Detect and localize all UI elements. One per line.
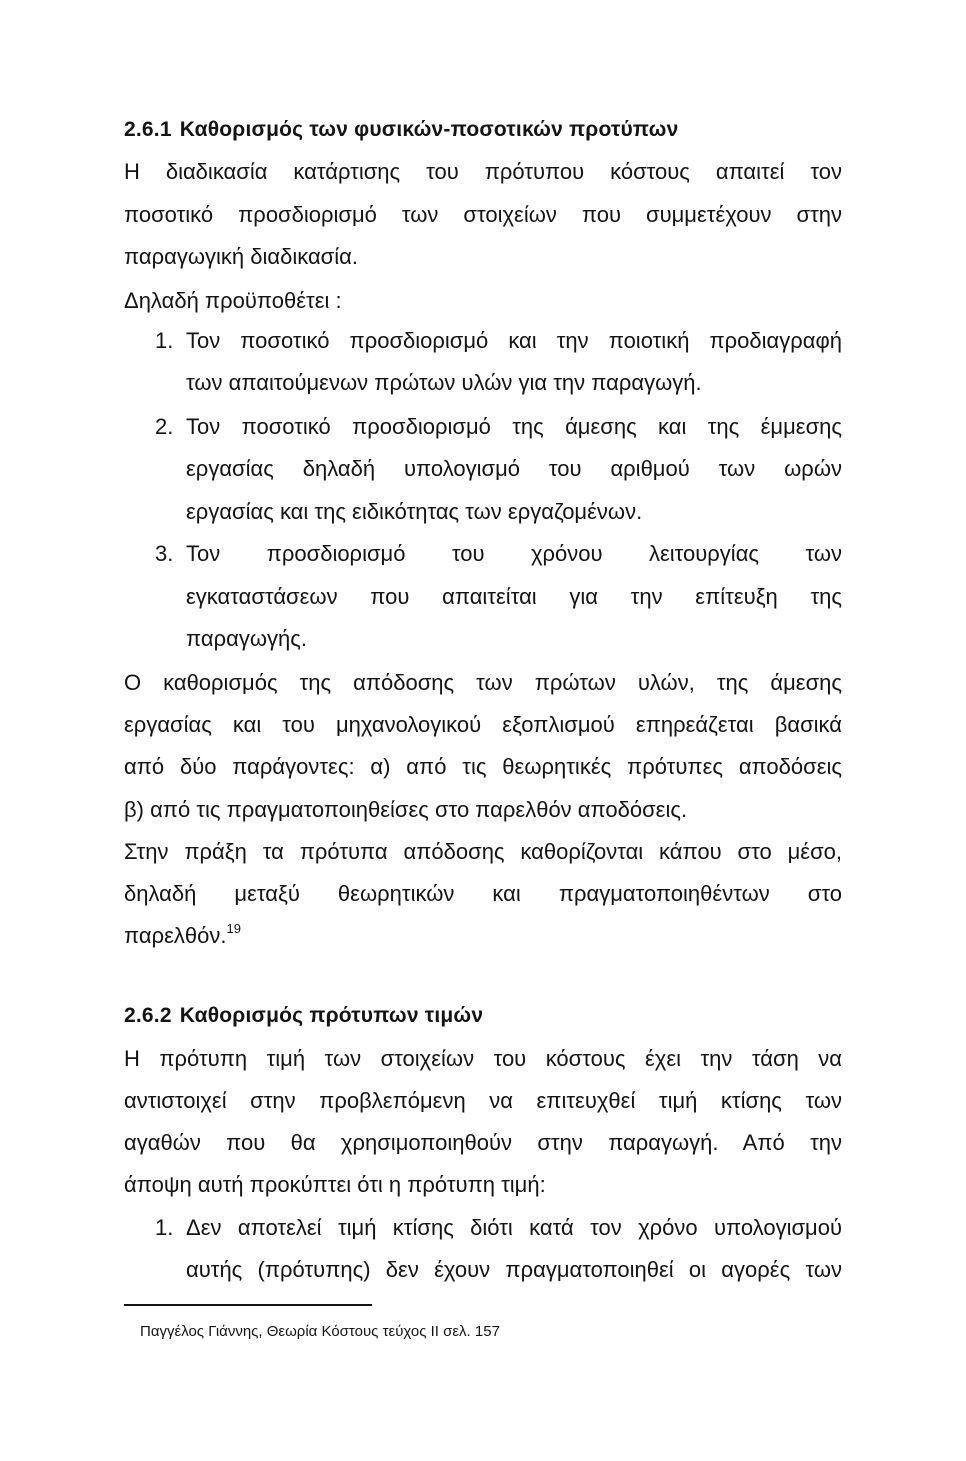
paragraph-text: παρελθόν. <box>124 923 227 948</box>
paragraph-line: εργασίας και του μηχανολογικού εξοπλισμού επηρεάζεται βασικά <box>124 712 842 737</box>
section-number: 2.6.1 <box>124 118 172 141</box>
paragraph-line: ποσοτικό προσδιορισμό των στοιχείων που συμμετέχουν στην <box>124 202 842 227</box>
list-marker: 2. <box>155 414 174 439</box>
section-title: Καθορισμός πρότυπων τιμών <box>179 1004 484 1027</box>
paragraph-line-with-footnote <box>124 922 241 950</box>
section-heading-2-6-2 <box>124 1002 483 1030</box>
list-item-line: Τον ποσοτικό προσδιορισμό της άμεσης και της έμμεσης <box>186 414 842 439</box>
list-marker: 1. <box>155 328 174 353</box>
paragraph-line: Η πρότυπη τιμή των στοιχείων του κόστους έχει την τάση να <box>124 1046 842 1071</box>
paragraph-line: άποψη αυτή προκύπτει ότι η πρότυπη τιμή: <box>124 1172 546 1197</box>
paragraph-line: αντιστοιχεί στην προβλεπόμενη να επιτευχθεί τιμή κτίσης των <box>124 1088 842 1113</box>
list-item-line: Τον προσδιορισμό του χρόνου λειτουργίας των <box>186 541 842 566</box>
footnote-reference: 19 <box>226 921 241 936</box>
paragraph-line: δηλαδή μεταξύ θεωρητικών και πραγματοποιηθέντων στο <box>124 881 842 906</box>
paragraph-line: β) από τις πραγματοποιηθείσες στο παρελθόν αποδόσεις. <box>124 797 688 822</box>
list-item-line: εργασίας και της ειδικότητας των εργαζομένων. <box>186 499 643 524</box>
footnote-text: Παγγέλος Γιάννης, Θεωρία Κόστους τεύχος II σελ. 157 <box>140 1323 500 1340</box>
list-item-line: εγκαταστάσεων που απαιτείται για την επίτευξη της <box>186 584 842 609</box>
section-number: 2.6.2 <box>124 1004 172 1027</box>
list-item-line: Τον ποσοτικό προσδιορισμό και την ποιοτική προδιαγραφή <box>186 328 842 353</box>
paragraph-line: αγαθών που θα χρησιμοποιηθούν στην παραγωγή. Από την <box>124 1130 842 1155</box>
paragraph-line: Δηλαδή προϋποθέτει : <box>124 288 342 313</box>
section-heading-2-6-1 <box>124 116 678 144</box>
list-marker: 1. <box>155 1215 174 1240</box>
list-item-line: παραγωγής. <box>186 626 307 651</box>
paragraph-line: Στην πράξη τα πρότυπα απόδοσης καθορίζονται κάπου στο μέσο, <box>124 839 842 864</box>
list-item-line: εργασίας δηλαδή υπολογισμό του αριθμού των ωρών <box>186 456 842 481</box>
section-title: Καθορισμός των φυσικών-ποσοτικών προτύπων <box>179 118 679 141</box>
list-item-line: Δεν αποτελεί τιμή κτίσης διότι κατά τον χρόνο υπολογισμού <box>186 1215 842 1240</box>
paragraph-line: Η διαδικασία κατάρτισης του πρότυπου κόστους απαιτεί τον <box>124 159 842 184</box>
paragraph-line: παραγωγική διαδικασία. <box>124 244 358 269</box>
paragraph-line: από δύο παράγοντες: α) από τις θεωρητικές πρότυπες αποδόσεις <box>124 754 842 779</box>
footnote-divider <box>124 1304 372 1306</box>
paragraph-line: Ο καθορισμός της απόδοσης των πρώτων υλών, της άμεσης <box>124 670 842 695</box>
list-item-line: αυτής (πρότυπης) δεν έχουν πραγματοποιηθεί οι αγορές των <box>186 1257 842 1282</box>
list-item-line: των απαιτούμενων πρώτων υλών για την παραγωγή. <box>186 370 702 395</box>
list-marker: 3. <box>155 541 174 566</box>
